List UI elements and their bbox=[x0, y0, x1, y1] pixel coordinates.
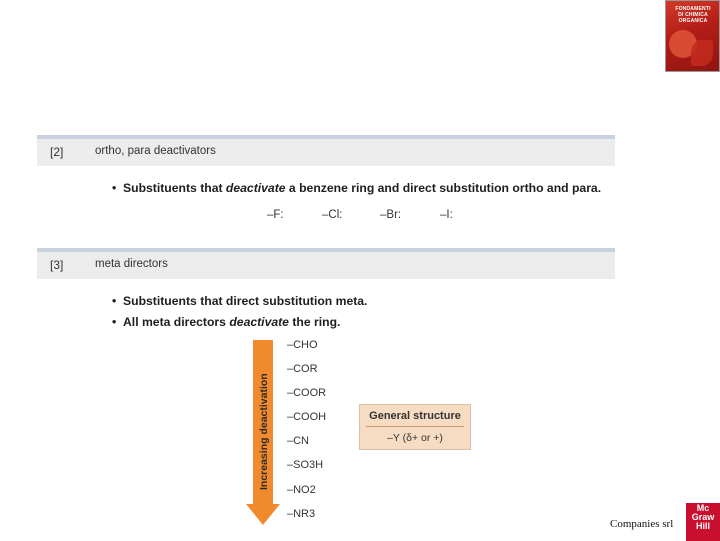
substituent-fluorine: –F: bbox=[267, 209, 284, 221]
section-number: [2] bbox=[50, 145, 64, 159]
general-structure-formula: –Y (δ+ or +) bbox=[387, 432, 443, 444]
group-cn: –CN bbox=[287, 435, 310, 447]
group-cooh: –COOH bbox=[287, 411, 327, 423]
section-label: meta directors bbox=[95, 258, 168, 270]
bullet-direct-meta: • Substituents that direct substitution meta. bbox=[112, 294, 368, 308]
group-nr3: –NR3 bbox=[287, 508, 316, 520]
arrow-label: Increasing deactivation bbox=[258, 373, 270, 490]
cover-title bbox=[671, 6, 715, 24]
bullet-dot: • bbox=[112, 294, 117, 308]
group-no2: –NO2 bbox=[287, 484, 316, 496]
cover-leaf-decoration bbox=[691, 40, 713, 66]
general-structure-box bbox=[359, 404, 471, 450]
increasing-deactivation-arrow bbox=[246, 340, 280, 525]
group-so3h: –SO3H bbox=[287, 459, 324, 471]
cover-title-line: ORGANICA bbox=[678, 18, 708, 24]
cover-title-line: DI CHIMICA bbox=[678, 12, 708, 18]
logo-line: Mc bbox=[696, 503, 710, 513]
substituent-chlorine: –Cl: bbox=[322, 209, 343, 221]
section-header-meta-directors bbox=[37, 248, 615, 279]
general-structure-title: General structure bbox=[369, 410, 461, 422]
cover-title-line: FONDAMENTI bbox=[675, 6, 711, 12]
logo-line: Hill bbox=[695, 521, 710, 531]
bullet-dot: • bbox=[112, 181, 117, 195]
substituent-iodine: –I: bbox=[440, 209, 453, 221]
group-cho: –CHO bbox=[287, 339, 318, 351]
mcgraw-hill-logo bbox=[686, 503, 720, 541]
group-coor: –COOR bbox=[287, 387, 327, 399]
logo-line: Graw bbox=[691, 512, 715, 522]
copyright-text: Companies srl bbox=[610, 518, 674, 530]
section-header-ortho-para bbox=[37, 135, 615, 166]
section-label: ortho, para deactivators bbox=[95, 145, 216, 157]
book-cover-image bbox=[665, 0, 720, 72]
general-structure-divider bbox=[366, 426, 464, 427]
arrow-head bbox=[246, 504, 280, 525]
bullet-dot: • bbox=[112, 315, 117, 329]
group-cor: –COR bbox=[287, 363, 318, 375]
section-number: [3] bbox=[50, 258, 64, 272]
bullet-deactivate-ortho-para: • Substituents that deactivate a benzene ring and direct substitution ortho and para. bbox=[112, 181, 602, 195]
bullet-meta-deactivate: • All meta directors deactivate the ring. bbox=[112, 315, 341, 329]
substituent-bromine: –Br: bbox=[380, 209, 402, 221]
